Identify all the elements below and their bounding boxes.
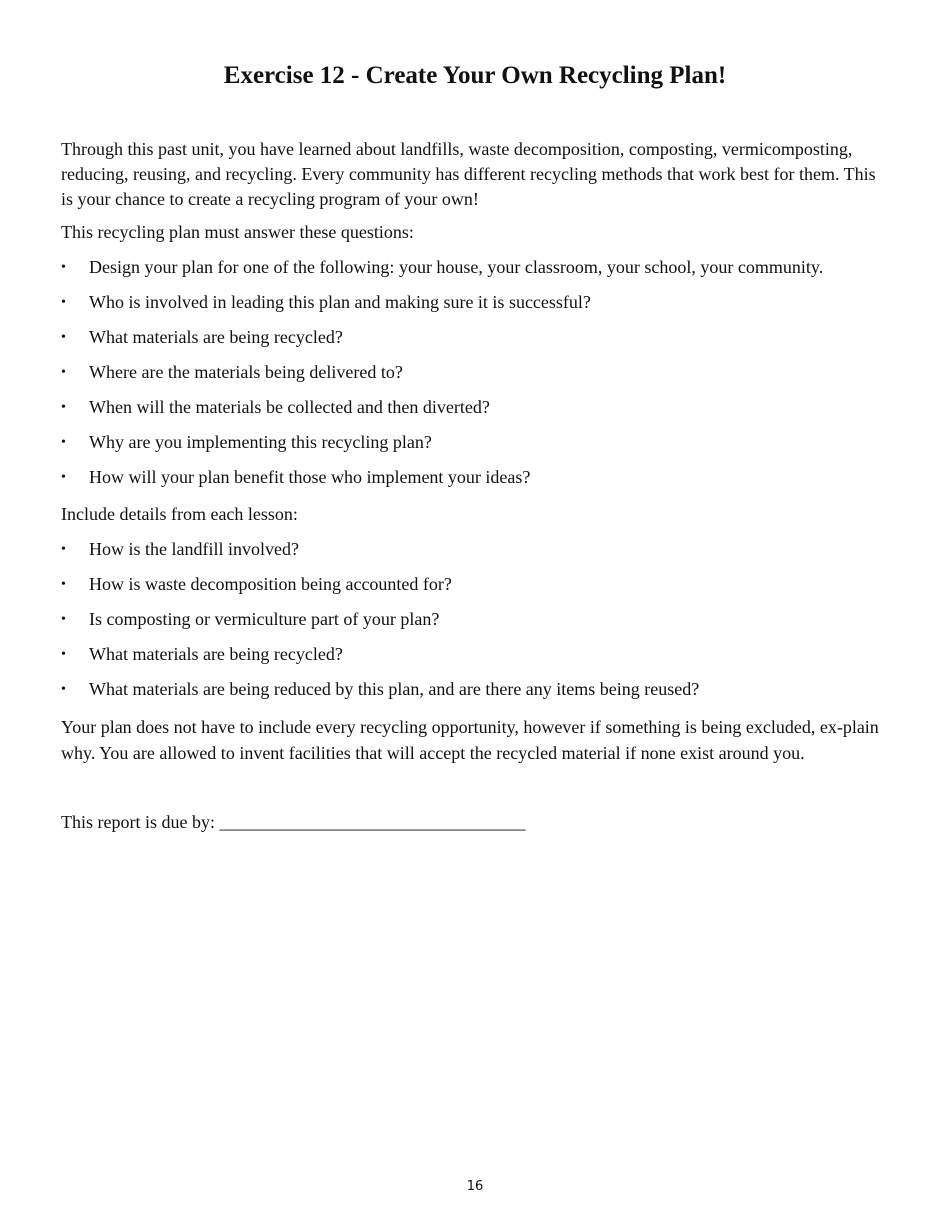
question-text: Who is involved in leading this plan and making sure it is successful? [89, 292, 591, 312]
list-item [61, 325, 891, 350]
intro-paragraph: Through this past unit, you have learned about landfills, waste decomposition, composting, vermicomposting, reducing, reusing, and recycling. Every community has different recycling methods that work best for them. This is your chance to create a recycling program of your own! [61, 139, 876, 209]
bullet-icon: • [61, 682, 66, 697]
list-item [61, 465, 891, 490]
detail-text: What materials are being reduced by this plan, and are there any items being reused? [89, 679, 700, 699]
bullet-icon: • [61, 260, 66, 275]
question-text: When will the materials be collected and then diverted? [89, 397, 490, 417]
worksheet-body [61, 137, 891, 835]
details-intro: Include details from each lesson: [61, 504, 298, 524]
list-item [61, 537, 891, 562]
page-number: 16 [466, 1179, 484, 1194]
bullet-icon: • [61, 330, 66, 345]
question-text: What materials are being recycled? [89, 327, 343, 347]
list-item [61, 607, 891, 632]
list-item [61, 677, 891, 702]
closing-paragraph: Your plan does not have to include every recycling opportunity, however if something is being excluded, ex-plain why. You are allowed to invent facilities that will accept the recycled material if none exist around you. [61, 717, 879, 763]
bullet-icon: • [61, 435, 66, 450]
question-text: Why are you implementing this recycling plan? [89, 432, 432, 452]
detail-text: How is waste decomposition being accounted for? [89, 574, 452, 594]
list-item [61, 642, 891, 667]
bullet-icon: • [61, 400, 66, 415]
questions-intro: This recycling plan must answer these questions: [61, 222, 414, 242]
detail-text: Is composting or vermiculture part of your plan? [89, 609, 440, 629]
bullet-icon: • [61, 542, 66, 557]
page-title: Exercise 12 - Create Your Own Recycling Plan! [223, 62, 727, 89]
question-text: Design your plan for one of the following: your house, your classroom, your school, your community. [89, 257, 824, 277]
details-list [61, 537, 891, 702]
list-item [61, 395, 891, 420]
bullet-icon: • [61, 365, 66, 380]
bullet-icon: • [61, 647, 66, 662]
list-item [61, 430, 891, 455]
list-item [61, 360, 891, 385]
list-item [61, 572, 891, 597]
due-date-line: This report is due by: __________________________________ [61, 812, 526, 832]
question-text: How will your plan benefit those who implement your ideas? [89, 467, 531, 487]
detail-text: How is the landfill involved? [89, 539, 299, 559]
bullet-icon: • [61, 295, 66, 310]
bullet-icon: • [61, 470, 66, 485]
question-text: Where are the materials being delivered to? [89, 362, 403, 382]
questions-list [61, 255, 891, 490]
bullet-icon: • [61, 612, 66, 627]
list-item [61, 255, 891, 280]
detail-text: What materials are being recycled? [89, 644, 343, 664]
list-item [61, 290, 891, 315]
bullet-icon: • [61, 577, 66, 592]
